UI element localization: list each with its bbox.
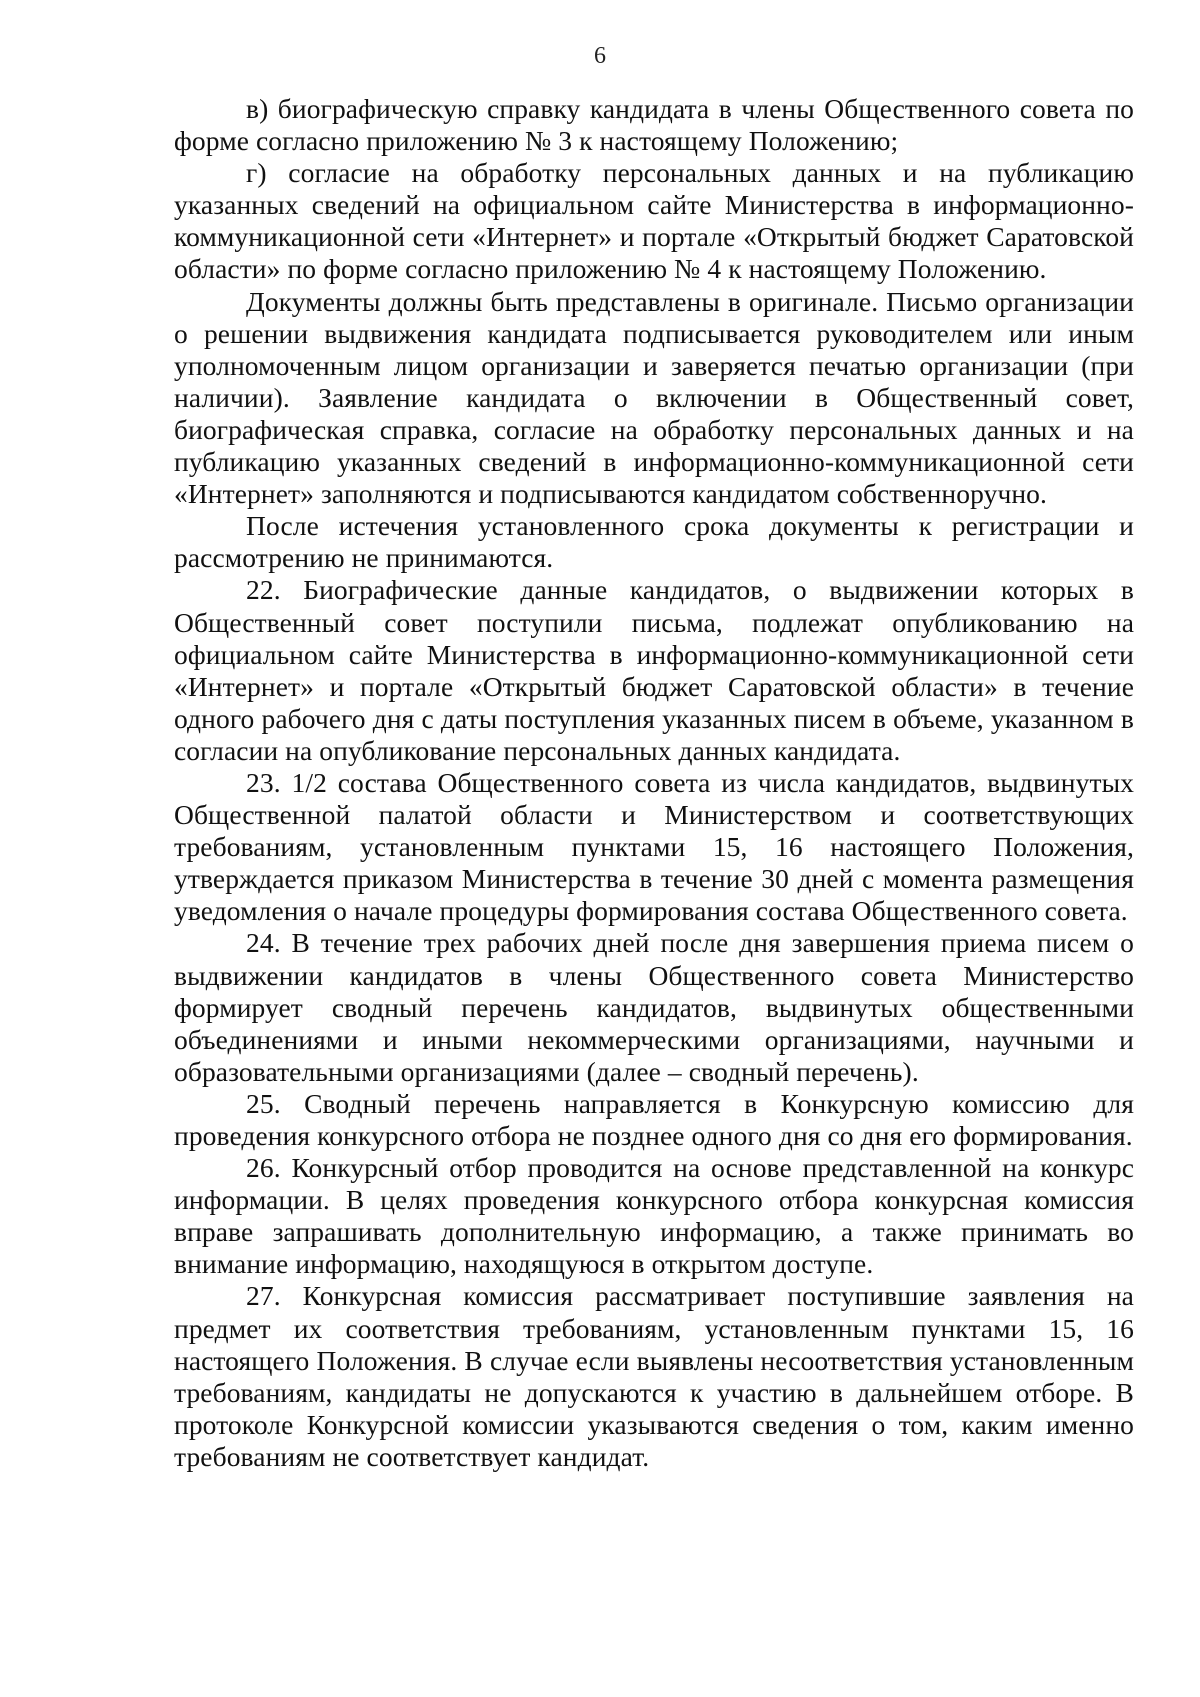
paragraph-clause-23: 23. 1/2 состава Общественного совета из числа кандидатов, выдвинутых Общественной палатой области и Министерством и соответствующих требованиям, установленным пунктами 15, 16 настоящего Положения, утверждается приказом Министерства в течение 30 дней с момента размещения уведомления о начале процедуры формирования состава Общественного совета. [174, 766, 1134, 927]
paragraph-clause-24: 24. В течение трех рабочих дней после дня завершения приема писем о выдвижении кандидатов в члены Общественного совета Министерство формирует сводный перечень кандидатов, выдвинутых общественными объединениями и иными некоммерческими организациями, научными и образовательными организациями (далее – сводный перечень). [174, 927, 1134, 1087]
paragraph-clause-22: 22. Биографические данные кандидатов, о выдвижении которых в Общественный совет поступили письма, подлежат опубликованию на официальном сайте Министерства в информационно-коммуникационной сети «Интернет» и портале «Открытый бюджет Саратовской области» в течение одного рабочего дня с даты поступления указанных писем в объеме, указанном в согласии на опубликование персональных данных кандидата. [174, 574, 1134, 766]
document-body [174, 93, 1134, 1473]
page-number: 6 [594, 43, 606, 69]
paragraph-documents-original: Документы должны быть представлены в оригинале. Письмо организации о решении выдвижения кандидата подписывается руководителем или иным уполномоченным лицом организации и заверяется печатью организации (при наличии). Заявление кандидата о включении в Общественный совет, биографическая справка, согласие на обработку персональных данных и на публикацию указанных сведений в информационно-коммуникационной сети «Интернет» заполняются и подписываются кандидатом собственноручно. [174, 285, 1134, 510]
paragraph-item-g: г) согласие на обработку персональных данных и на публикацию указанных сведений на официальном сайте Министерства в информационно-коммуникационной сети «Интернет» и портале «Открытый бюджет Саратовской области» по форме согласно приложению № 4 к настоящему Положению. [174, 157, 1134, 285]
paragraph-item-v: в) биографическую справку кандидата в члены Общественного совета по форме согласно приложению № 3 к настоящему Положению; [174, 93, 1134, 157]
paragraph-deadline: После истечения установленного срока документы к регистрации и рассмотрению не принимаются. [174, 510, 1134, 574]
paragraph-clause-26: 26. Конкурсный отбор проводится на основе представленной на конкурс информации. В целях проведения конкурсного отбора конкурсная комиссия вправе запрашивать дополнительную информацию, а также принимать во внимание информацию, находящуюся в открытом доступе. [174, 1152, 1134, 1280]
paragraph-clause-27: 27. Конкурсная комиссия рассматривает поступившие заявления на предмет их соответствия требованиям, установленным пунктами 15, 16 настоящего Положения. В случае если выявлены несоответствия установленным требованиям, кандидаты не допускаются к участию в дальнейшем отборе. В протоколе Конкурсной комиссии указываются сведения о том, каким именно требованиям не соответствует кандидат. [174, 1280, 1134, 1472]
paragraph-clause-25: 25. Сводный перечень направляется в Конкурсную комиссию для проведения конкурсного отбора не позднее одного дня со дня его формирования. [174, 1087, 1134, 1151]
